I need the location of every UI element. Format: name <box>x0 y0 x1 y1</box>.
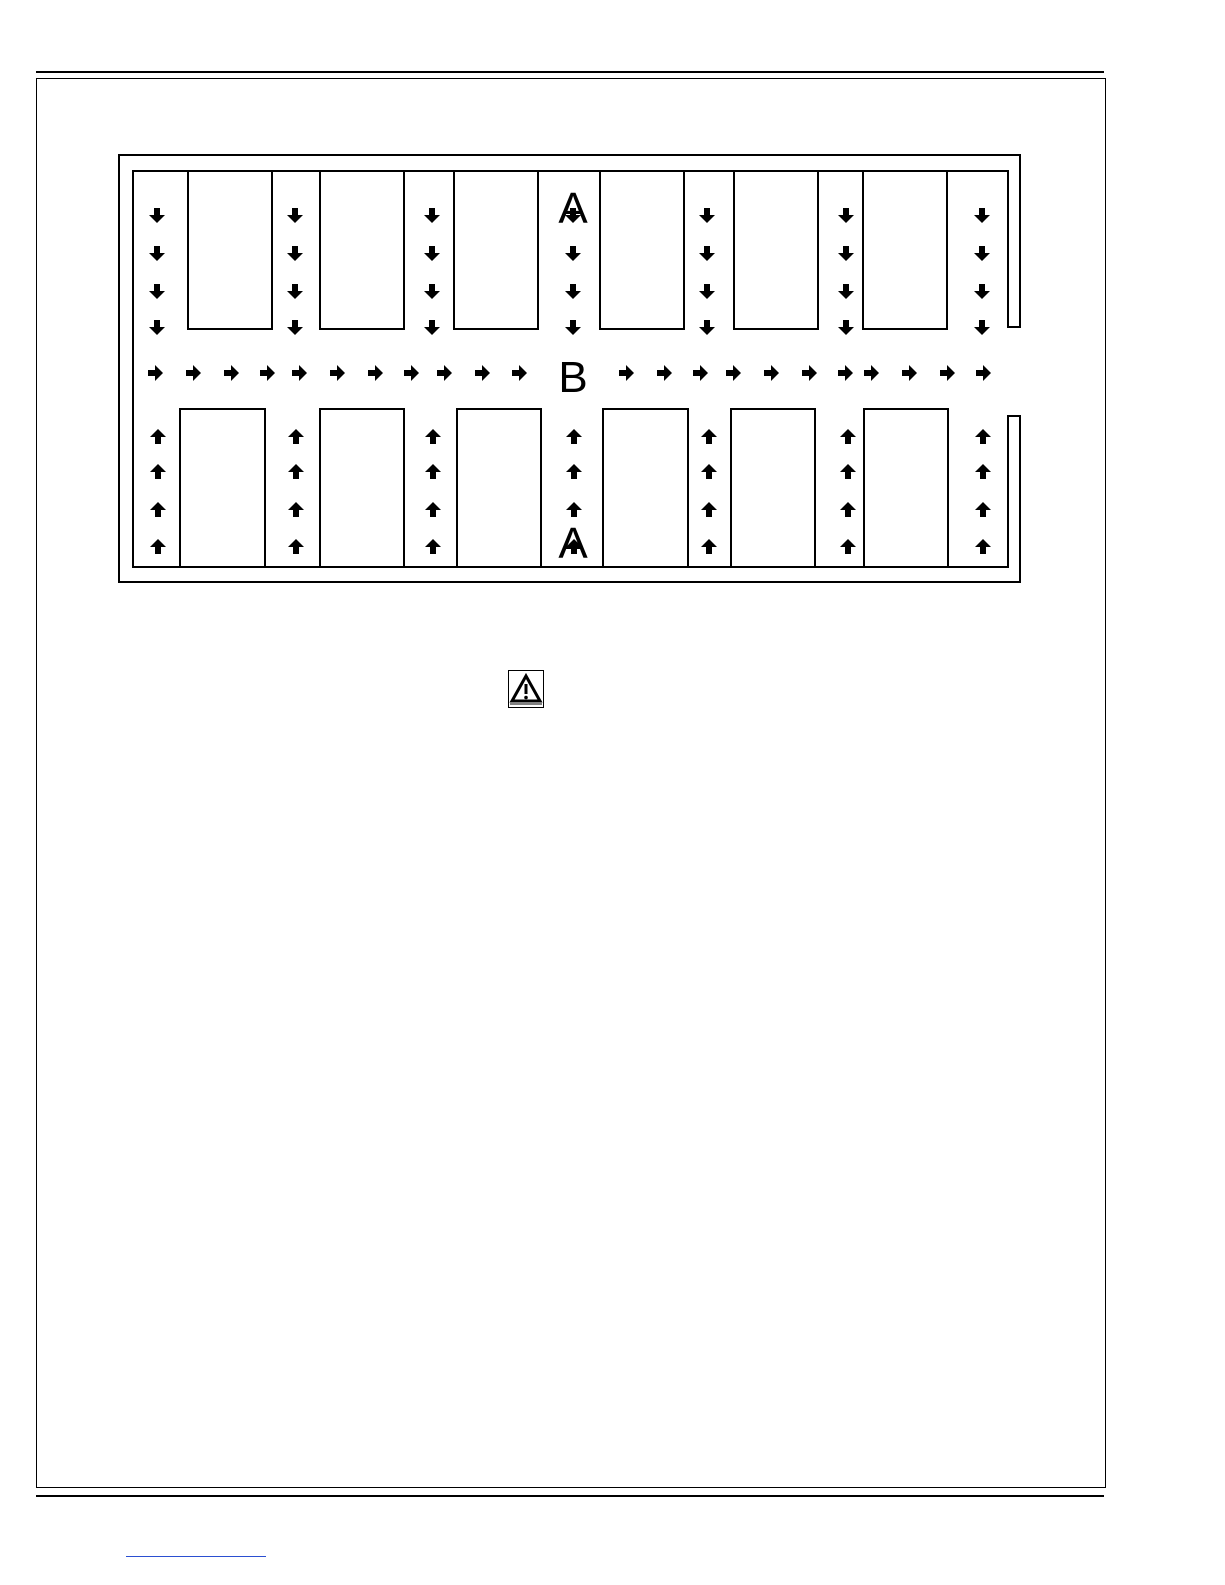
arrow-up <box>701 429 717 444</box>
arrow-right <box>148 365 163 381</box>
arrow-down <box>699 320 715 335</box>
arrow-up <box>566 429 582 444</box>
arrow-right <box>940 365 955 381</box>
arrow-up <box>288 539 304 554</box>
arrow-down <box>974 284 990 299</box>
arrow-down <box>565 284 581 299</box>
arrow-down <box>974 246 990 261</box>
arrow-up <box>150 429 166 444</box>
arrow-up <box>425 539 441 554</box>
arrow-up <box>701 502 717 517</box>
arrow-up <box>566 464 582 479</box>
arrow-right <box>802 365 817 381</box>
label-a-bottom: A <box>558 519 588 568</box>
arrow-down <box>424 208 440 223</box>
arrow-up <box>975 464 991 479</box>
arrow-right <box>330 365 345 381</box>
obstacle-block-bottom-5 <box>731 409 815 567</box>
obstacle-block-top-5 <box>734 171 818 329</box>
arrow-right <box>976 365 991 381</box>
arrow-up <box>975 429 991 444</box>
arrow-up <box>150 464 166 479</box>
arrow-up <box>701 539 717 554</box>
arrow-right <box>404 365 419 381</box>
arrow-right <box>512 365 527 381</box>
arrow-up <box>288 464 304 479</box>
arrow-up <box>150 502 166 517</box>
arrow-up <box>975 539 991 554</box>
obstacle-block-top-3 <box>454 171 538 329</box>
arrow-down <box>699 208 715 223</box>
arrow-right <box>726 365 741 381</box>
arrow-up <box>425 464 441 479</box>
arrow-down <box>424 320 440 335</box>
label-b-middle: B <box>558 353 588 402</box>
arrow-down <box>699 284 715 299</box>
arrow-down <box>424 246 440 261</box>
arrow-right <box>260 365 275 381</box>
obstacle-block-bottom-6 <box>864 409 948 567</box>
arrow-down <box>287 284 303 299</box>
arrow-right <box>838 365 853 381</box>
arrow-down <box>974 208 990 223</box>
obstacle-block-bottom-4 <box>603 409 688 567</box>
label-a-top: A <box>558 184 588 233</box>
obstacle-block-top-6 <box>863 171 947 329</box>
arrow-up <box>425 429 441 444</box>
arrow-right <box>224 365 239 381</box>
arrow-up <box>840 539 856 554</box>
arrow-down <box>565 320 581 335</box>
obstacle-block-bottom-1 <box>180 409 265 567</box>
arrow-down <box>699 246 715 261</box>
arrow-down <box>565 246 581 261</box>
warning-triangle-icon <box>508 670 544 708</box>
arrow-up <box>840 464 856 479</box>
arrow-down <box>149 284 165 299</box>
arrow-down <box>424 284 440 299</box>
arrow-right <box>292 365 307 381</box>
obstacle-block-top-2 <box>320 171 404 329</box>
arrow-right <box>619 365 634 381</box>
arrow-right <box>186 365 201 381</box>
arrow-up <box>840 502 856 517</box>
arrow-right <box>657 365 672 381</box>
arrow-right <box>864 365 879 381</box>
arrow-down <box>287 320 303 335</box>
arrow-up <box>975 502 991 517</box>
arrow-up <box>288 429 304 444</box>
arrow-down <box>838 320 854 335</box>
obstacle-block-bottom-3 <box>457 409 541 567</box>
arrow-right <box>764 365 779 381</box>
arrow-up <box>288 502 304 517</box>
arrow-up <box>840 429 856 444</box>
arrow-down <box>149 208 165 223</box>
arrow-down <box>974 320 990 335</box>
arrow-right <box>475 365 490 381</box>
arrow-up <box>701 464 717 479</box>
arrow-down <box>838 284 854 299</box>
arrow-right <box>437 365 452 381</box>
arrow-down <box>287 208 303 223</box>
arrow-up <box>425 502 441 517</box>
arrow-right <box>902 365 917 381</box>
obstacle-block-top-4 <box>600 171 684 329</box>
arrow-down <box>287 246 303 261</box>
arrow-down <box>838 208 854 223</box>
arrow-down <box>149 246 165 261</box>
obstacle-block-bottom-2 <box>320 409 404 567</box>
arrow-down <box>149 320 165 335</box>
obstacle-block-top-1 <box>188 171 272 329</box>
arrow-up <box>150 539 166 554</box>
arrow-right <box>693 365 708 381</box>
arrow-up <box>566 502 582 517</box>
arrow-right <box>368 365 383 381</box>
arrow-down <box>838 246 854 261</box>
